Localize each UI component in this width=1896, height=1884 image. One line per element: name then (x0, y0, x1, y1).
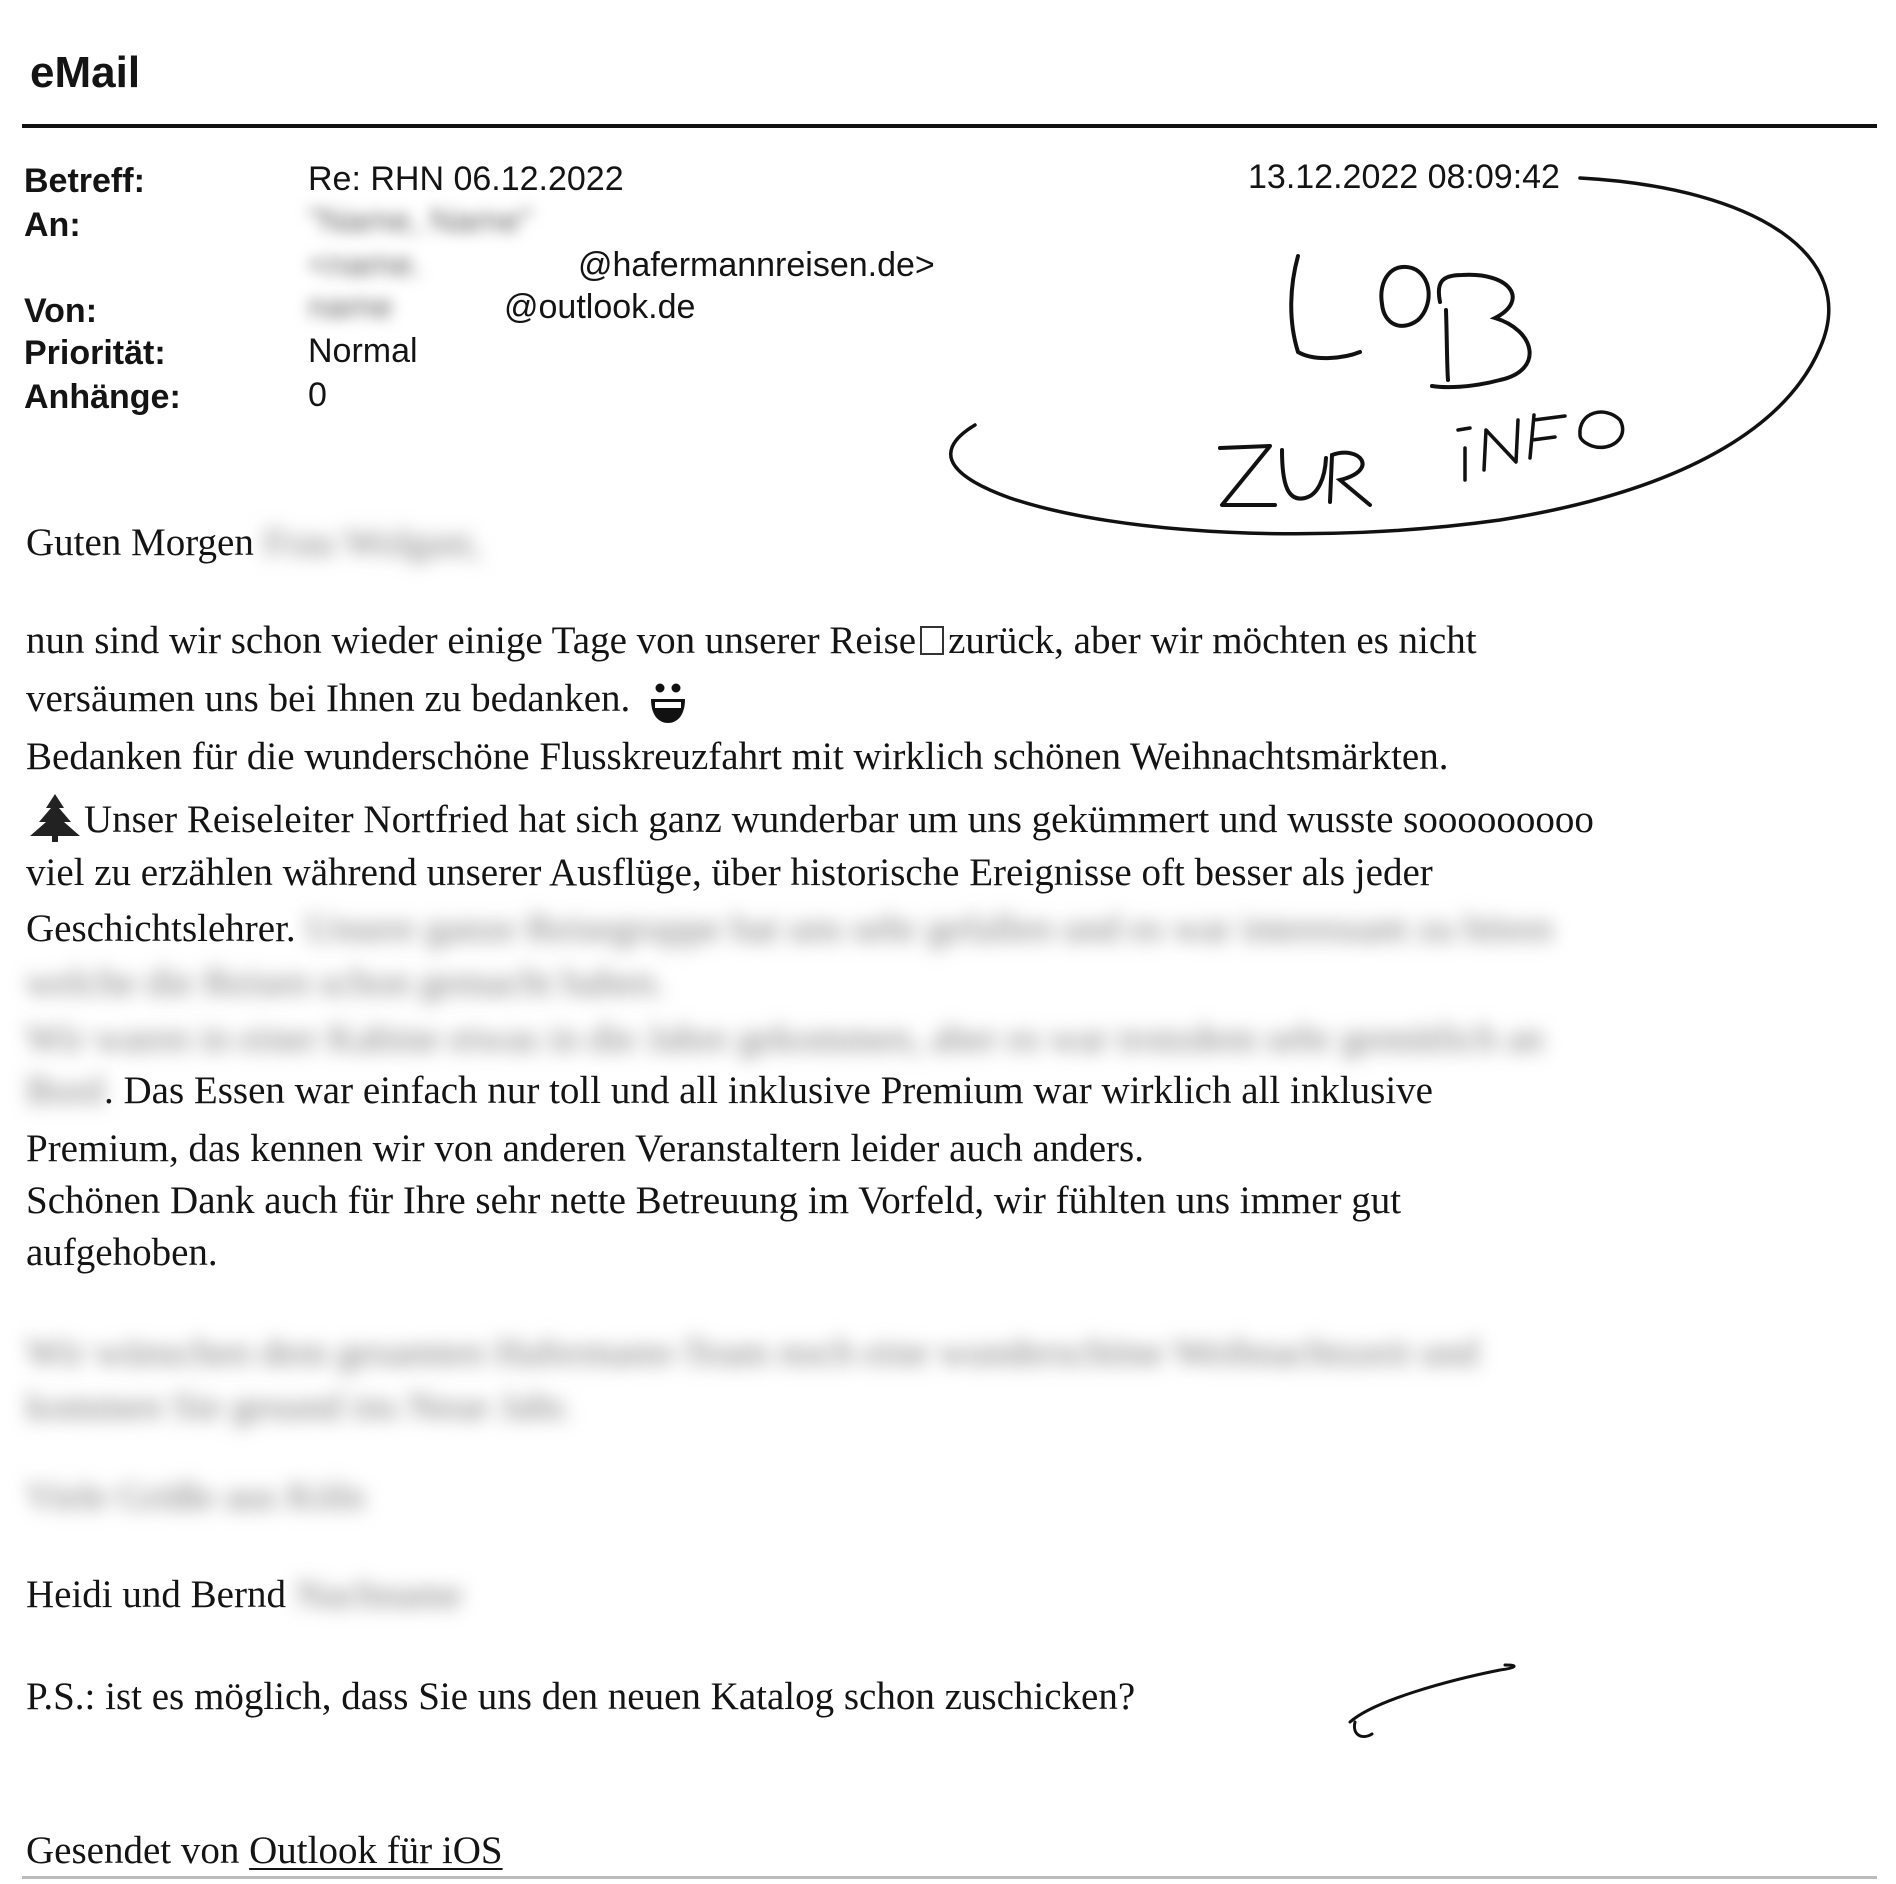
body-text-segment: zurück, aber wir möchten es nicht (948, 619, 1477, 662)
redacted-text: Unsere ganze Reisegruppe hat uns sehr gefallen und es war interessant zu hören (305, 907, 1553, 950)
body-line-12: aufgehoben. (26, 1231, 218, 1274)
body-line-3: Bedanken für die wunderschöne Flusskreuzfahrt mit wirklich schönen Weihnachtsmärkten. (26, 735, 1449, 778)
attachments-value: 0 (308, 376, 327, 414)
body-line-1 (26, 618, 1477, 663)
body-line-5: viel zu erzählen während unserer Ausflüge, über historische Ereignisse oft besser als jeder (26, 851, 1433, 894)
body-redacted-line-c: Viele Grüße aus Köln (26, 1475, 365, 1518)
signature-line (26, 1572, 462, 1617)
postscript: P.S.: ist es möglich, dass Sie uns den neuen Katalog schon zuschicken? (26, 1675, 1136, 1718)
from-email (308, 288, 695, 327)
body-redacted-line-a: Wir wünschen dem gesamten Hafermann-Team noch eine wunderschöne Weihnachtszeit und (26, 1331, 1479, 1374)
priority-label: Priorität: (24, 334, 166, 372)
body-line-7-redacted: welche die Reisen schon gemacht haben. (26, 961, 665, 1004)
sent-from-text: Gesendet von (26, 1829, 240, 1872)
body-line-2 (26, 676, 688, 725)
greeting: Guten Morgen (26, 521, 254, 564)
attachments-label: Anhänge: (24, 378, 181, 416)
from-email-redacted: name (308, 288, 394, 326)
outlook-ios-link[interactable]: Outlook für iOS (249, 1829, 503, 1872)
body-line-4 (26, 792, 1594, 842)
subject-label: Betreff: (24, 162, 145, 200)
body-text-segment: versäumen uns bei Ihnen zu bedanken. (26, 677, 631, 720)
to-email-domain: @hafermannreisen.de> (578, 246, 935, 284)
from-label: Von: (24, 292, 98, 330)
missing-glyph-icon (920, 626, 944, 655)
to-name-redacted: "Name, Name" (308, 202, 533, 240)
body-text-segment: nun sind wir schon wieder einige Tage von unserer Reise (26, 619, 917, 662)
body-line-9 (26, 1068, 1433, 1113)
redacted-text: Bord (26, 1069, 104, 1112)
body-redacted-line-b: kommen Sie gesund ins Neue Jahr. (26, 1385, 572, 1428)
greeting-redacted: Frau Wolgast, (263, 521, 481, 564)
body-line-10: Premium, das kennen wir von anderen Veranstaltern leider auch anders. (26, 1127, 1144, 1170)
to-email-redacted: <name. (308, 246, 423, 284)
document-title: eMail (30, 48, 141, 97)
priority-value: Normal (308, 332, 418, 370)
signature-name: Heidi und Bernd (26, 1573, 286, 1616)
sent-from-line (26, 1828, 503, 1873)
body-text-segment: . Das Essen war einfach nur toll und all inklusive Premium war wirklich all inklusive (104, 1069, 1433, 1112)
body-text-segment: Geschichtslehrer. (26, 907, 296, 950)
signature-redacted: Nachname (295, 1573, 463, 1616)
body-text-segment: Unser Reiseleiter Nortfried hat sich ganz wunderbar um uns gekümmert und wusste sooooooooo (84, 798, 1594, 841)
sent-date: 13.12.2022 08:09:42 (1248, 158, 1560, 196)
to-label: An: (24, 206, 81, 244)
body-line-8-redacted: Wir waren in einer Kabine etwas in die Jahre gekommen, aber es war trotzdem sehr gemütlich an (26, 1017, 1544, 1060)
greeting-line (26, 520, 481, 565)
body-line-6 (26, 906, 1553, 951)
title-divider (22, 124, 1877, 128)
grinning-face-emoji-icon (648, 679, 688, 725)
christmas-tree-icon (26, 792, 84, 842)
to-email (308, 246, 935, 285)
subject-value: Re: RHN 06.12.2022 (308, 160, 624, 198)
body-line-11: Schönen Dank auch für Ihre sehr nette Betreuung im Vorfeld, wir fühlten uns immer gut (26, 1179, 1402, 1222)
page-bottom-edge (22, 1876, 1877, 1879)
from-email-domain: @outlook.de (504, 288, 696, 326)
